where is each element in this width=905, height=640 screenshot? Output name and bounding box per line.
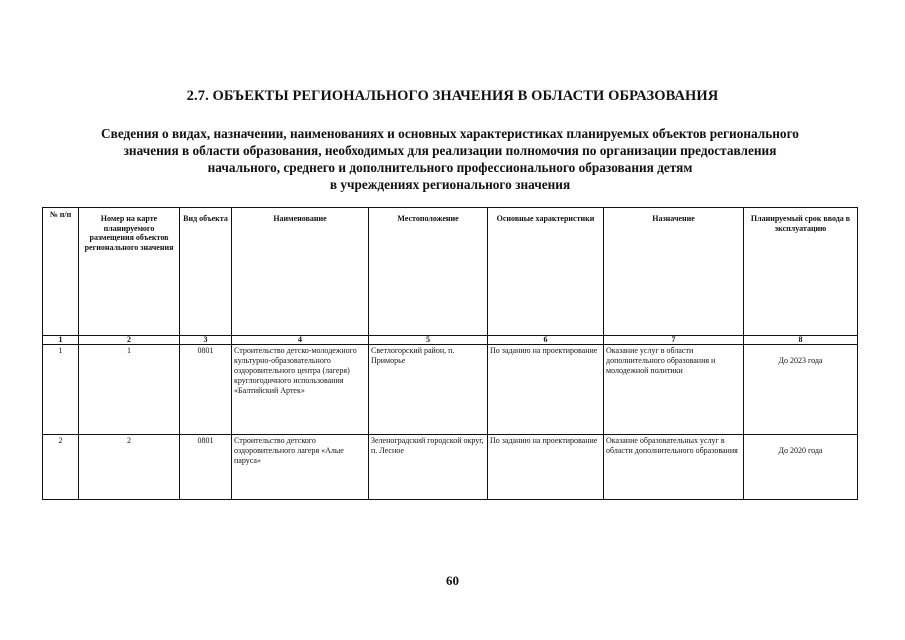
column-number: 4: [232, 336, 369, 345]
header-map-number: Номер на карте планируемого размещения объектов регионального значения: [79, 208, 180, 336]
cell-map-number: 2: [79, 435, 180, 500]
caption-line: значения в области образования, необходимых для реализации полномочия по организации предоставления: [123, 143, 777, 158]
column-number: 5: [369, 336, 488, 345]
header-number: № п/п: [43, 208, 79, 336]
cell-number: 2: [43, 435, 79, 500]
table-row: [43, 345, 858, 435]
cell-name: Строительство детско-молодежного культурно-образовательного оздоровительного центра (лагеря) круглогодичного использования «Балтийский Артек»: [232, 345, 369, 435]
cell-location: Зеленоградский городской округ, п. Лесное: [369, 435, 488, 500]
cell-purpose: Оказание услуг в области дополнительного образования и молодежной политики: [604, 345, 744, 435]
header-purpose: Назначение: [604, 208, 744, 336]
caption-line: Сведения о видах, назначении, наименованиях и основных характеристиках планируемых объектов регионального: [101, 126, 799, 141]
section-title: 2.7. ОБЪЕКТЫ РЕГИОНАЛЬНОГО ЗНАЧЕНИЯ В ОБЛАСТИ ОБРАЗОВАНИЯ: [186, 88, 719, 104]
column-number: 3: [180, 336, 232, 345]
header-location: Местоположение: [369, 208, 488, 336]
header-characteristics: Основные характеристики: [488, 208, 604, 336]
header-object-type: Вид объекта: [180, 208, 232, 336]
table-header-row: [43, 208, 858, 336]
cell-purpose: Оказание образовательных услуг в области дополнительного образования: [604, 435, 744, 500]
column-number: 8: [744, 336, 858, 345]
cell-deadline: До 2023 года: [744, 345, 858, 435]
header-deadline: Планируемый срок ввода в эксплуатацию: [744, 208, 858, 336]
column-number-row: [43, 336, 858, 345]
caption-line: в учреждениях регионального значения: [329, 177, 571, 192]
page-number: 60: [446, 573, 459, 588]
caption-line: начального, среднего и дополнительного профессионального образования детям: [207, 160, 693, 175]
cell-deadline: До 2020 года: [744, 435, 858, 500]
column-number: 7: [604, 336, 744, 345]
cell-characteristics: По заданию на проектирование: [488, 435, 604, 500]
cell-object-type: 0801: [180, 345, 232, 435]
cell-name: Строительство детского оздоровительного лагеря «Алые паруса»: [232, 435, 369, 500]
column-number: 2: [79, 336, 180, 345]
cell-number: 1: [43, 345, 79, 435]
column-number: 1: [43, 336, 79, 345]
cell-object-type: 0801: [180, 435, 232, 500]
cell-map-number: 1: [79, 345, 180, 435]
column-number: 6: [488, 336, 604, 345]
cell-characteristics: По заданию на проектирование: [488, 345, 604, 435]
table-caption: [40, 125, 860, 193]
objects-table: [42, 207, 858, 500]
header-name: Наименование: [232, 208, 369, 336]
cell-location: Светлогорский район, п. Приморье: [369, 345, 488, 435]
table-row: [43, 435, 858, 500]
